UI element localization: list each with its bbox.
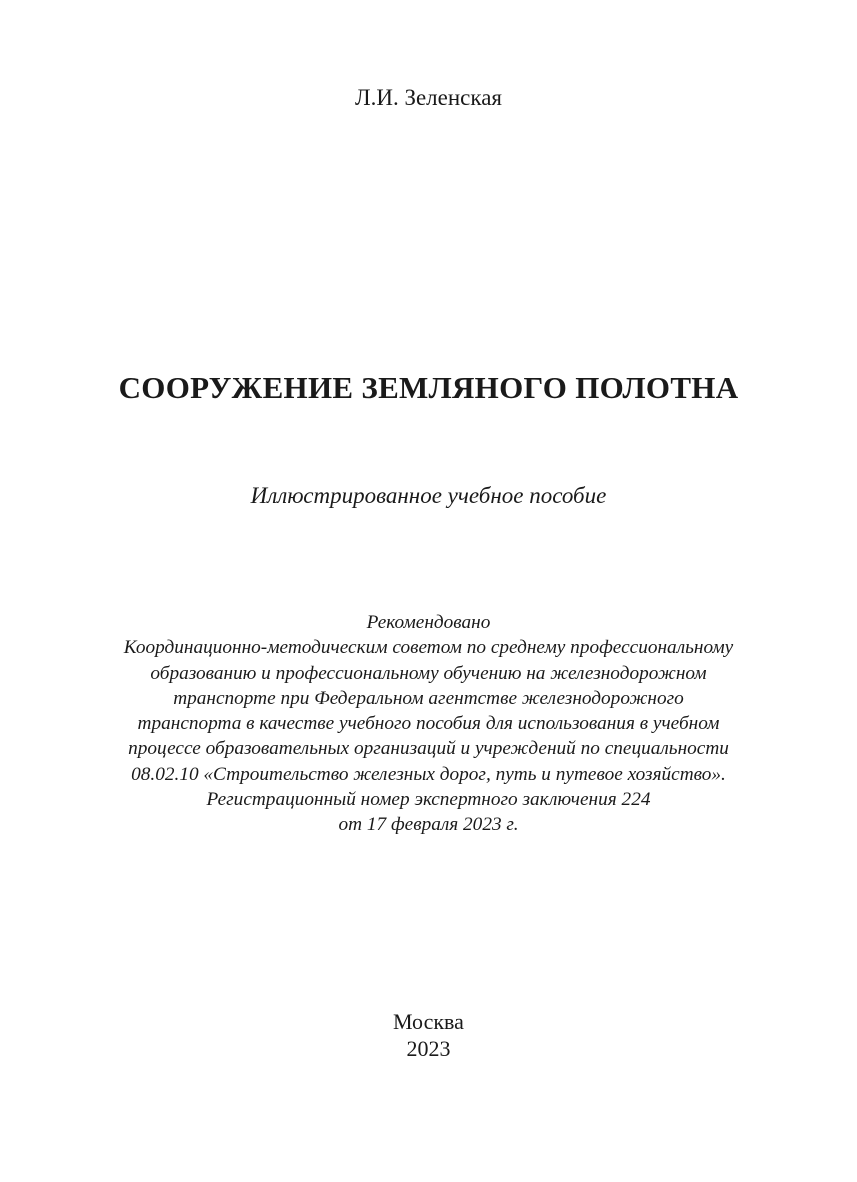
book-title: СООРУЖЕНИЕ ЗЕМЛЯНОГО ПОЛОТНА bbox=[118, 370, 739, 405]
recommendation-block bbox=[0, 610, 857, 838]
recommendation-heading: Рекомендовано bbox=[366, 612, 491, 633]
recommendation-line: от 17 февраля 2023 г. bbox=[338, 814, 519, 836]
book-subtitle: Иллюстрированное учебное пособие bbox=[250, 483, 607, 508]
recommendation-line: Координационно-методическим советом по среднему профессиональному bbox=[123, 637, 734, 659]
recommendation-line: Регистрационный номер экспертного заключения 224 bbox=[206, 789, 651, 811]
recommendation-line: 08.02.10 «Строительство железных дорог, путь и путевое хозяйство». bbox=[131, 763, 726, 785]
publication-year: 2023 bbox=[406, 1036, 451, 1061]
recommendation-line: транспорте при Федеральном агентстве железнодорожного bbox=[173, 687, 684, 709]
author-name: Л.И. Зеленская bbox=[354, 85, 502, 110]
publication-imprint bbox=[0, 1008, 857, 1062]
recommendation-line: процессе образовательных организаций и учреждений по специальности bbox=[128, 738, 729, 760]
recommendation-line: транспорта в качестве учебного пособия для использования в учебном bbox=[137, 713, 720, 735]
publication-city: Москва bbox=[393, 1009, 464, 1034]
recommendation-line: образованию и профессиональному обучению на железнодорожном bbox=[150, 662, 707, 684]
